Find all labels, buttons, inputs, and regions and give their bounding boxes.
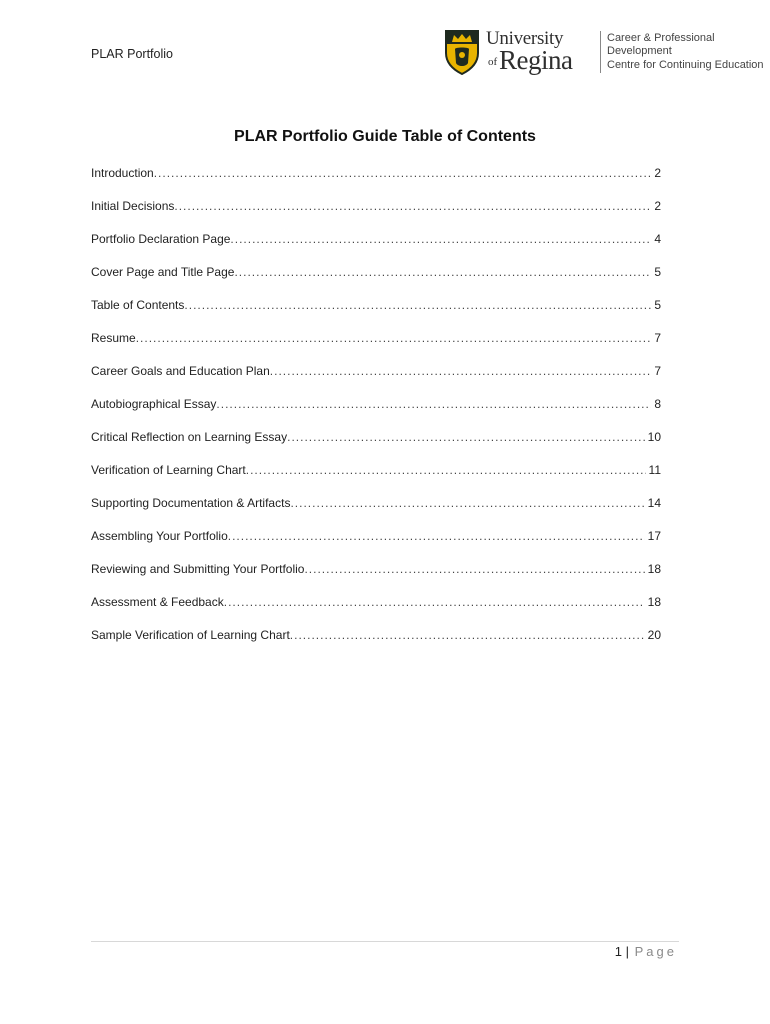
toc-entry-label: Introduction bbox=[91, 166, 154, 180]
toc-entry[interactable] bbox=[91, 166, 661, 199]
toc-entry[interactable] bbox=[91, 298, 661, 331]
toc-entry-label: Career Goals and Education Plan bbox=[91, 364, 270, 378]
toc-entry-page: 10 bbox=[647, 430, 661, 444]
toc-entry-page: 8 bbox=[654, 397, 661, 411]
toc-entry[interactable] bbox=[91, 595, 661, 628]
toc-entry-label: Critical Reflection on Learning Essay bbox=[91, 430, 288, 444]
toc-entry[interactable] bbox=[91, 496, 661, 529]
toc-entry[interactable] bbox=[91, 529, 661, 562]
toc-entry-page: 7 bbox=[654, 364, 661, 378]
footer-separator: | bbox=[625, 944, 629, 959]
toc-leader bbox=[304, 562, 644, 576]
wordmark-regina: Regina bbox=[499, 45, 573, 75]
footer-page-number: 1 bbox=[614, 944, 622, 959]
toc-entry-label: Cover Page and Title Page bbox=[91, 265, 235, 279]
toc-entry-label: Table of Contents bbox=[91, 298, 185, 312]
toc-leader bbox=[228, 529, 645, 543]
toc-entry-label: Resume bbox=[91, 331, 136, 345]
unit-line: Career & Professional bbox=[607, 31, 715, 44]
toc-entry-page: 7 bbox=[654, 331, 661, 345]
unit-line: Centre for Continuing Education bbox=[607, 58, 764, 71]
toc-entry-page: 17 bbox=[647, 529, 661, 543]
wordmark-university: University bbox=[486, 28, 564, 49]
toc-leader bbox=[136, 331, 652, 345]
page-footer bbox=[615, 944, 677, 959]
toc-entry-page: 5 bbox=[654, 298, 661, 312]
toc-entry-label: Reviewing and Submitting Your Portfolio bbox=[91, 562, 305, 576]
toc-entry-label: Supporting Documentation & Artifacts bbox=[91, 496, 291, 510]
university-wordmark bbox=[486, 29, 586, 75]
toc-entry-label: Autobiographical Essay bbox=[91, 397, 217, 411]
toc-leader bbox=[234, 265, 651, 279]
toc-entry-page: 4 bbox=[654, 232, 661, 246]
toc-entry[interactable] bbox=[91, 562, 661, 595]
toc-entry-page: 20 bbox=[647, 628, 661, 642]
toc-leader bbox=[290, 628, 645, 642]
unit-name bbox=[607, 32, 764, 73]
toc-entry[interactable] bbox=[91, 265, 661, 298]
toc-entry-page: 11 bbox=[648, 463, 661, 477]
toc-entry[interactable] bbox=[91, 199, 661, 232]
toc-entry[interactable] bbox=[91, 430, 661, 463]
logo-divider bbox=[600, 31, 601, 73]
toc-entry[interactable] bbox=[91, 364, 661, 397]
toc-leader bbox=[230, 232, 651, 246]
toc-entry-page: 14 bbox=[647, 496, 661, 510]
toc-leader bbox=[246, 463, 646, 477]
toc-entry-label: Sample Verification of Learning Chart bbox=[91, 628, 290, 642]
toc-leader bbox=[154, 166, 652, 180]
toc-entry-page: 18 bbox=[647, 595, 661, 609]
toc-entry[interactable] bbox=[91, 232, 661, 265]
footer-divider bbox=[91, 941, 679, 942]
toc-leader bbox=[270, 364, 652, 378]
toc-entry-label: Assessment & Feedback bbox=[91, 595, 224, 609]
unit-line: Development bbox=[607, 45, 672, 58]
footer-page-word: Page bbox=[634, 944, 677, 959]
page-title: PLAR Portfolio Guide Table of Contents bbox=[234, 128, 536, 145]
toc-entry-page: 5 bbox=[654, 265, 661, 279]
toc-entry-page: 18 bbox=[647, 562, 661, 576]
toc-entry[interactable] bbox=[91, 397, 661, 430]
toc-entry-label: Assembling Your Portfolio bbox=[91, 529, 228, 543]
toc-entry-page: 2 bbox=[654, 199, 661, 213]
toc-leader bbox=[287, 430, 645, 444]
toc-entry[interactable] bbox=[91, 628, 661, 661]
toc-leader bbox=[184, 298, 651, 312]
wordmark-of: of bbox=[488, 56, 498, 68]
toc-entry[interactable] bbox=[91, 331, 661, 364]
toc-entry-label: Initial Decisions bbox=[91, 199, 175, 213]
toc-entry-label: Portfolio Declaration Page bbox=[91, 232, 231, 246]
toc-entry[interactable] bbox=[91, 463, 661, 496]
crest-icon bbox=[444, 29, 480, 75]
university-logo bbox=[444, 28, 764, 76]
header-doc-label: PLAR Portfolio bbox=[91, 47, 173, 61]
toc-leader bbox=[216, 397, 651, 411]
toc-leader bbox=[224, 595, 645, 609]
table-of-contents bbox=[91, 166, 661, 661]
toc-entry-page: 2 bbox=[654, 166, 661, 180]
toc-entry-label: Verification of Learning Chart bbox=[91, 463, 246, 477]
toc-leader bbox=[174, 199, 651, 213]
toc-leader bbox=[290, 496, 644, 510]
